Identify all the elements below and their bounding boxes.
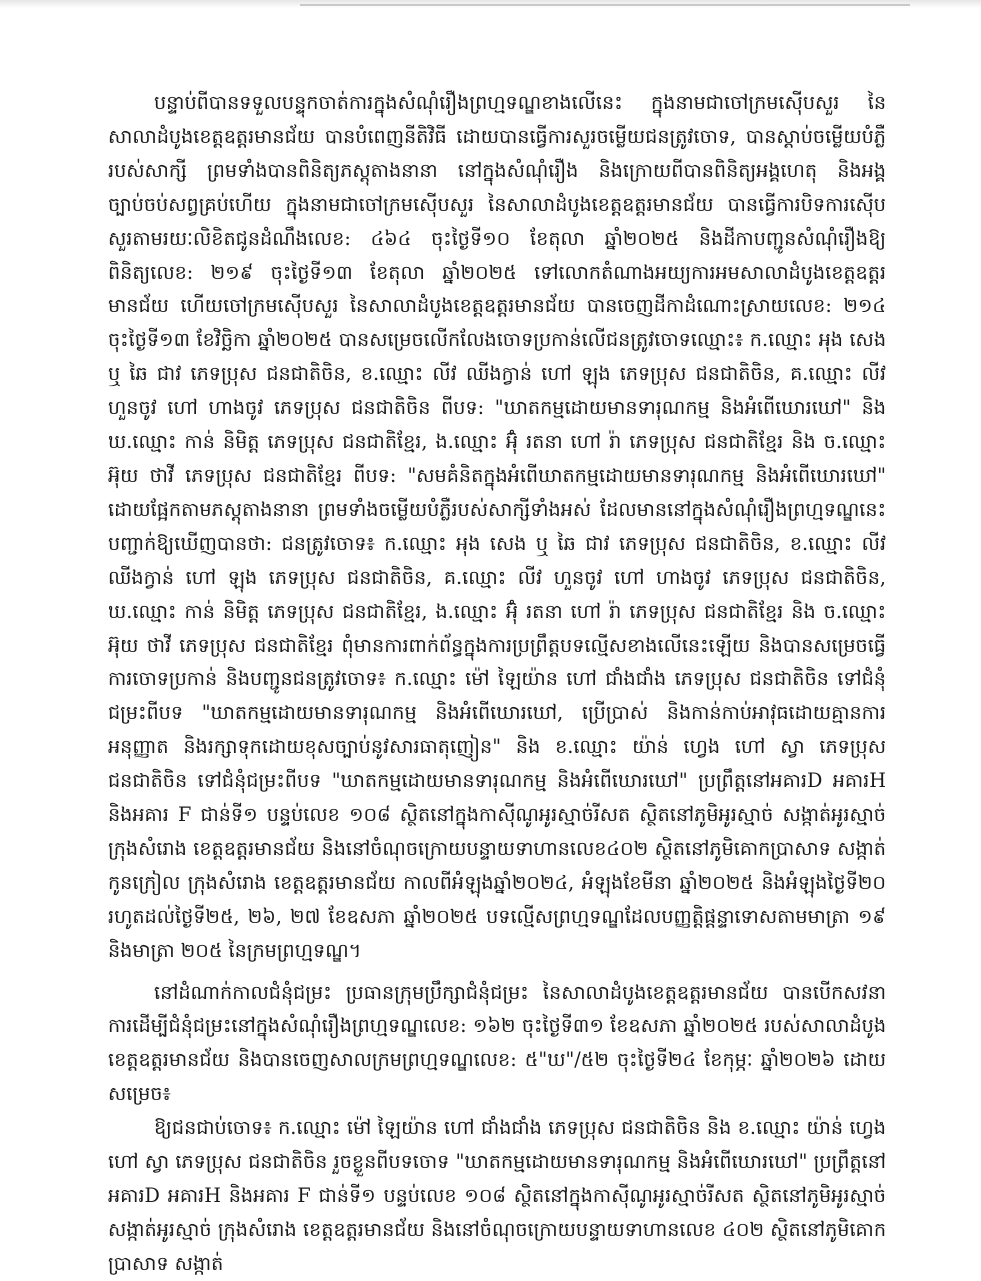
top-divider xyxy=(300,0,910,6)
paragraph-investigation-summary: បន្ទាប់ពីបានទទួលបន្ទុកចាត់ការក្នុងសំណុំរឿងព្រហ្មទណ្ឌខាងលើនេះ ក្នុងនាមជាចៅក្រមស៊ើបសួរ នៃសាលាដំបូងខេត្តឧត្តរមានជ័យ បានបំពេញនីតិវិធី ដោយបានធ្វើការសួរចម្លើយជនត្រូវចោទ, បានស្តាប់ចម្លើយបំភ្លឺរបស់សាក្សី ព្រមទាំងបានពិនិត្យភស្តុតាងនានា នៅក្នុងសំណុំរឿង និងក្រោយពីបានពិនិត្យអង្គហេតុ និងអង្គច្បាប់ចប់សព្វគ្រប់ហើយ ក្នុងនាមជាចៅក្រមស៊ើបសួរ នៃសាលាដំបូងខេត្តឧត្តរមានជ័យ បានធ្វើការបិទការស៊ើបសួរតាមរយៈលិខិតជូនដំណឹងលេខ: ៤៦៤ ចុះថ្ងៃទី១០ ខែតុលា ឆ្នាំ២០២៥ និងដីកាបញ្ជូនសំណុំរឿងឱ្យពិនិត្យលេខ: ២១៩ ចុះថ្ងៃទី១៣ ខែតុលា ឆ្នាំ២០២៥ ទៅលោកតំណាងអយ្យការអមសាលាដំបូងខេត្តឧត្តរមានជ័យ ហើយចៅក្រមស៊ើបសួរ នៃសាលាដំបូងខេត្តឧត្តរមានជ័យ បានចេញដីកាដំណោះស្រាយលេខ: ២១៤ ចុះថ្ងៃទី១៣ ខែវិច្ឆិកា ឆ្នាំ២០២៥ បានសម្រេចលើកលែងចោទប្រកាន់លើជនត្រូវចោទឈ្មោះ៖ ក.ឈ្មោះ អុង សេង ឬ ឆៃ ជាវ ភេទប្រុស ជនជាតិចិន, ខ.ឈ្មោះ លីវ ឈីងក្វាន់ ហៅ ឡុង ភេទប្រុស ជនជាតិចិន, គ.ឈ្មោះ លីវ ហួនចូវ ហៅ ហាងចូវ ភេទប្រុស ជនជាតិចិន ពីបទ: "ឃាតកម្មដោយមានទារុណកម្ម និងអំពើឃោរឃៅ" និង ឃ.ឈ្មោះ កាន់ និមិត្ត ភេទប្រុស ជនជាតិខ្មែរ, ង.ឈ្មោះ អ៊ុំ រតនា ហៅ រ៉ា ភេទប្រុស ជនជាតិខ្មែរ និង ច.ឈ្មោះ អ៊ុយ ថាវី ភេទប្រុស ជនជាតិខ្មែរ ពីបទ: "សមគំនិតក្នុងអំពើឃាតកម្មដោយមានទារុណកម្ម និងអំពើឃោរឃៅ" ដោយផ្អែកតាមភស្តុតាងនានា ព្រមទាំងចម្លើយបំភ្លឺរបស់សាក្សីទាំងអស់ ដែលមាននៅក្នុងសំណុំរឿងព្រហ្មទណ្ឌនេះ បញ្ជាក់ឱ្យឃើញបានថា: ជនត្រូវចោទ៖ ក.ឈ្មោះ អុង សេង ឬ ឆៃ ជាវ ភេទប្រុស ជនជាតិចិន, ខ.ឈ្មោះ លីវ ឈីងក្វាន់ ហៅ ឡុង ភេទប្រុស ជនជាតិចិន, គ.ឈ្មោះ លីវ ហួនចូវ ហៅ ហាងចូវ ភេទប្រុស ជនជាតិចិន, ឃ.ឈ្មោះ កាន់ និមិត្ត ភេទប្រុស ជនជាតិខ្មែរ, ង.ឈ្មោះ អ៊ុំ រតនា ហៅ រ៉ា ភេទប្រុស ជនជាតិខ្មែរ និង ច.ឈ្មោះ អ៊ុយ ថាវី ភេទប្រុស ជនជាតិខ្មែរ ពុំមានការពាក់ព័ន្ធក្នុងការប្រព្រឹត្តបទល្មើសខាងលើនេះឡើយ និងបានសម្រេចធ្វើការចោទប្រកាន់ និងបញ្ជូនជនត្រូវចោទ៖ ក.ឈ្មោះ ម៉ៅ ឡៃយ៉ាន ហៅ ជាំងជាំង ភេទប្រុស ជនជាតិចិន ទៅជំនុំជម្រះពីបទ "ឃាតកម្មដោយមានទារុណកម្ម និងអំពើឃោរឃៅ, ប្រើប្រាស់ និងកាន់កាប់អាវុធដោយគ្មានការអនុញ្ញាត និងរក្សាទុកដោយខុសច្បាប់នូវសារធាតុញៀន" និង ខ.ឈ្មោះ យ៉ាន់ ហ្វេង ហៅ ស្វា ភេទប្រុស ជនជាតិចិន ទៅជំនុំជម្រះពីបទ "ឃាតកម្មដោយមានទារុណកម្ម និងអំពើឃោរឃៅ" ប្រព្រឹត្តនៅអគារD អគារH និងអគារ F ជាន់ទី១ បន្ទប់លេខ ១០៨ ស្ថិតនៅក្នុងកាស៊ីណូអូរស្មាច់រីសត ស្ថិតនៅភូមិអូរស្មាច់ សង្កាត់អូរស្មាច់ ក្រុងសំរោង ខេត្តឧត្តរមានជ័យ និងនៅចំណុចក្រោយបន្ទាយទាហានលេខ៤០២ ស្ថិតនៅភូមិគោកប្រាសាទ សង្កាត់កូនក្រៀល ក្រុងសំរោង ខេត្តឧត្តរមានជ័យ កាលពីអំឡុងឆ្នាំ២០២៤, អំឡុងខែមីនា ឆ្នាំ២០២៥ និងអំឡុងថ្ងៃទី២០ រហូតដល់ថ្ងៃទី២៥, ២៦, ២៧ ខែឧសភា ឆ្នាំ២០២៥ បទល្មើសព្រហ្មទណ្ឌដែលបញ្ញត្តិផ្តន្ទាទោសតាមមាត្រា ១៩ និងមាត្រា ២០៥ នៃក្រមព្រហ្មទណ្ឌ។ xyxy=(108,91,886,962)
paragraph-trial-stage: នៅដំណាក់កាលជំនុំជម្រះ ប្រធានក្រុមប្រឹក្សាជំនុំជម្រះ នៃសាលាដំបូងខេត្តឧត្តរមានជ័យ បានបើកសវនាការដើម្បីជំនុំជម្រះនៅក្នុងសំណុំរឿងព្រហ្មទណ្ឌលេខ: ១៦២ ចុះថ្ងៃទី៣១ ខែឧសភា ឆ្នាំ២០២៥ របស់សាលាដំបូងខេត្តឧត្តរមានជ័យ និងបានចេញសាលក្រមព្រហ្មទណ្ឌលេខ: ៥"ឃ"/៥២ ចុះថ្ងៃទី២៤ ខែកុម្ភៈ ឆ្នាំ២០២៦ ដោយសម្រេច៖ xyxy=(108,980,886,1106)
document-body xyxy=(108,86,886,1281)
paragraph-acquittal-decision: ឱ្យជនជាប់ចោទ៖ ក.ឈ្មោះ ម៉ៅ ឡៃយ៉ាន ហៅ ជាំងជាំង ភេទប្រុស ជនជាតិចិន និង ខ.ឈ្មោះ យ៉ាន់ ហ្វេង ហៅ ស្វា ភេទប្រុស ជនជាតិចិន រួចខ្លួនពីបទចោទ "ឃាតកម្មដោយមានទារុណកម្ម និងអំពើឃោរឃៅ" ប្រព្រឹត្តនៅអគារD អគារH និងអគារ F ជាន់ទី១ បន្ទប់លេខ ១០៨ ស្ថិតនៅក្នុងកាស៊ីណូអូរស្មាច់រីសត ស្ថិតនៅភូមិអូរស្មាច់ សង្កាត់អូរស្មាច់ ក្រុងសំរោង ខេត្តឧត្តរមានជ័យ និងនៅចំណុចក្រោយបន្ទាយទាហានលេខ ៤០២ ស្ថិតនៅភូមិគោកប្រាសាទ សង្កាត់ xyxy=(108,1116,886,1275)
